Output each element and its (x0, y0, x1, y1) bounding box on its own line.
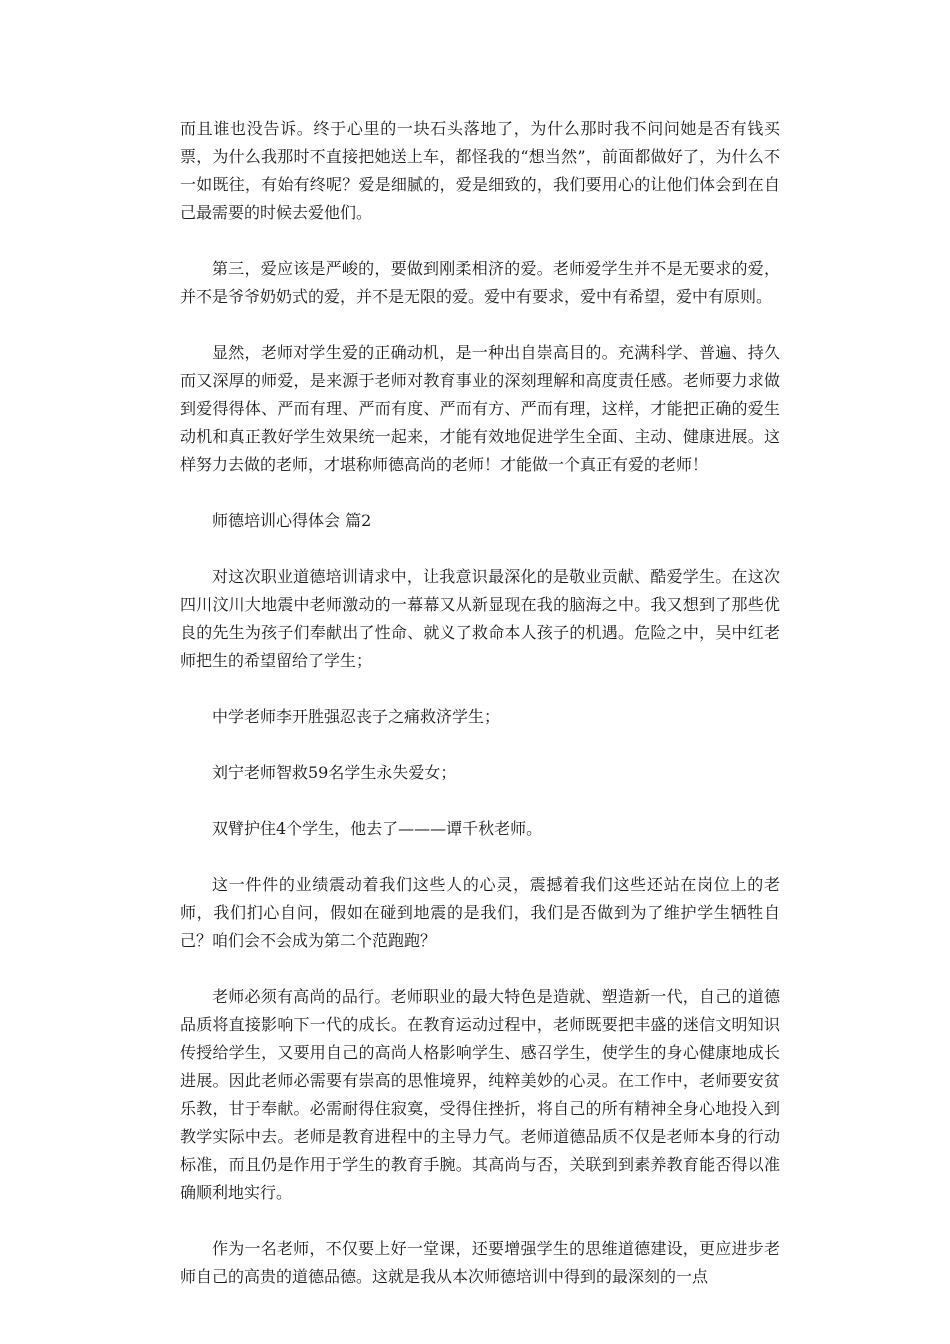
paragraph-conclusion: 作为一名老师，不仅要上好一堂课，还要增强学生的思维道德建设，更应进步老师自己的高贵的道德品德。这就是我从本次师德培训中得到的最深刻的一点 (180, 1239, 780, 1286)
section-heading: 师德培训心得体会 篇2 (212, 511, 372, 530)
paragraph-teacher-tan: 双臂护住4个学生，他去了———谭千秋老师。 (212, 819, 543, 838)
paragraph-motivation: 显然，老师对学生爱的正确动机，是一种出自崇高目的。充满科学、普遍、持久而又深厚的师爱，是来源于老师对教育事业的深刻理解和高度责任感。老师要力求做到爱得得体、严而有理、严而有度、严而有方、严而有理，这样，才能把正确的爱生动机和真正教好学生效果统一起来，才能有效地促进学生全面、主动、健康进展。这样努力去做的老师，才堪称师德高尚的老师！才能做一个真正有爱的老师！ (180, 343, 780, 474)
document-body (180, 115, 780, 1291)
paragraph-reflection: 这一件件的业绩震动着我们这些人的心灵，震撼着我们这些还站在岗位上的老师，我们扪心自问，假如在碰到地震的是我们，我们是否做到为了维护学生牺牲自己？咱们会不会成为第二个范跑跑？ (180, 875, 780, 950)
paragraph-third-point: 第三，爱应该是严峻的，要做到刚柔相济的爱。老师爱学生并不是无要求的爱，并不是爷爷奶奶式的爱，并不是无限的爱。爱中有要求，爱中有希望，爱中有原则。 (180, 259, 780, 306)
paragraph-teacher-li: 中学老师李开胜强忍丧子之痛救济学生； (212, 707, 501, 726)
paragraph-continuation: 而且谁也没告诉。终于心里的一块石头落地了，为什么那时我不问问她是否有钱买票，为什么我那时不直接把她送上车，都怪我的“想当然”，前面都做好了，为什么不一如既往，有始有终呢？爱是细腻的，爱是细致的，我们要用心的让他们体会到在自己最需要的时候去爱他们。 (180, 119, 780, 222)
paragraph-teacher-liu: 刘宁老师智救59名学生永失爱女； (212, 763, 457, 782)
paragraph-earthquake: 对这次职业道德培训请求中，让我意识最深化的是敬业贡献、酷爱学生。在这次四川汶川大地震中老师激动的一幕幕又从新显现在我的脑海之中。我又想到了那些优良的先生为孩子们奉献出了性命、就义了救命本人孩子的机遇。危险之中，吴中红老师把生的希望留给了学生； (180, 567, 780, 670)
paragraph-character: 老师必须有高尚的品行。老师职业的最大特色是造就、塑造新一代，自己的道德品质将直接影响下一代的成长。在教育运动过程中，老师既要把丰盛的迷信文明知识传授给学生，又要用自己的高尚人格影响学生、感召学生，使学生的身心健康地成长进展。因此老师必需要有崇高的思惟境界，纯粹美妙的心灵。在工作中，老师要安贫乐教，甘于奉献。必需耐得住寂寞，受得住挫折，将自己的所有精神全身心地投入到教学实际中去。老师是教育进程中的主导力气。老师道德品质不仅是老师本身的行动标准，而且仍是作用于学生的教育手腕。其高尚与否，关联到到素养教育能否得以准确顺利地实行。 (180, 987, 780, 1202)
